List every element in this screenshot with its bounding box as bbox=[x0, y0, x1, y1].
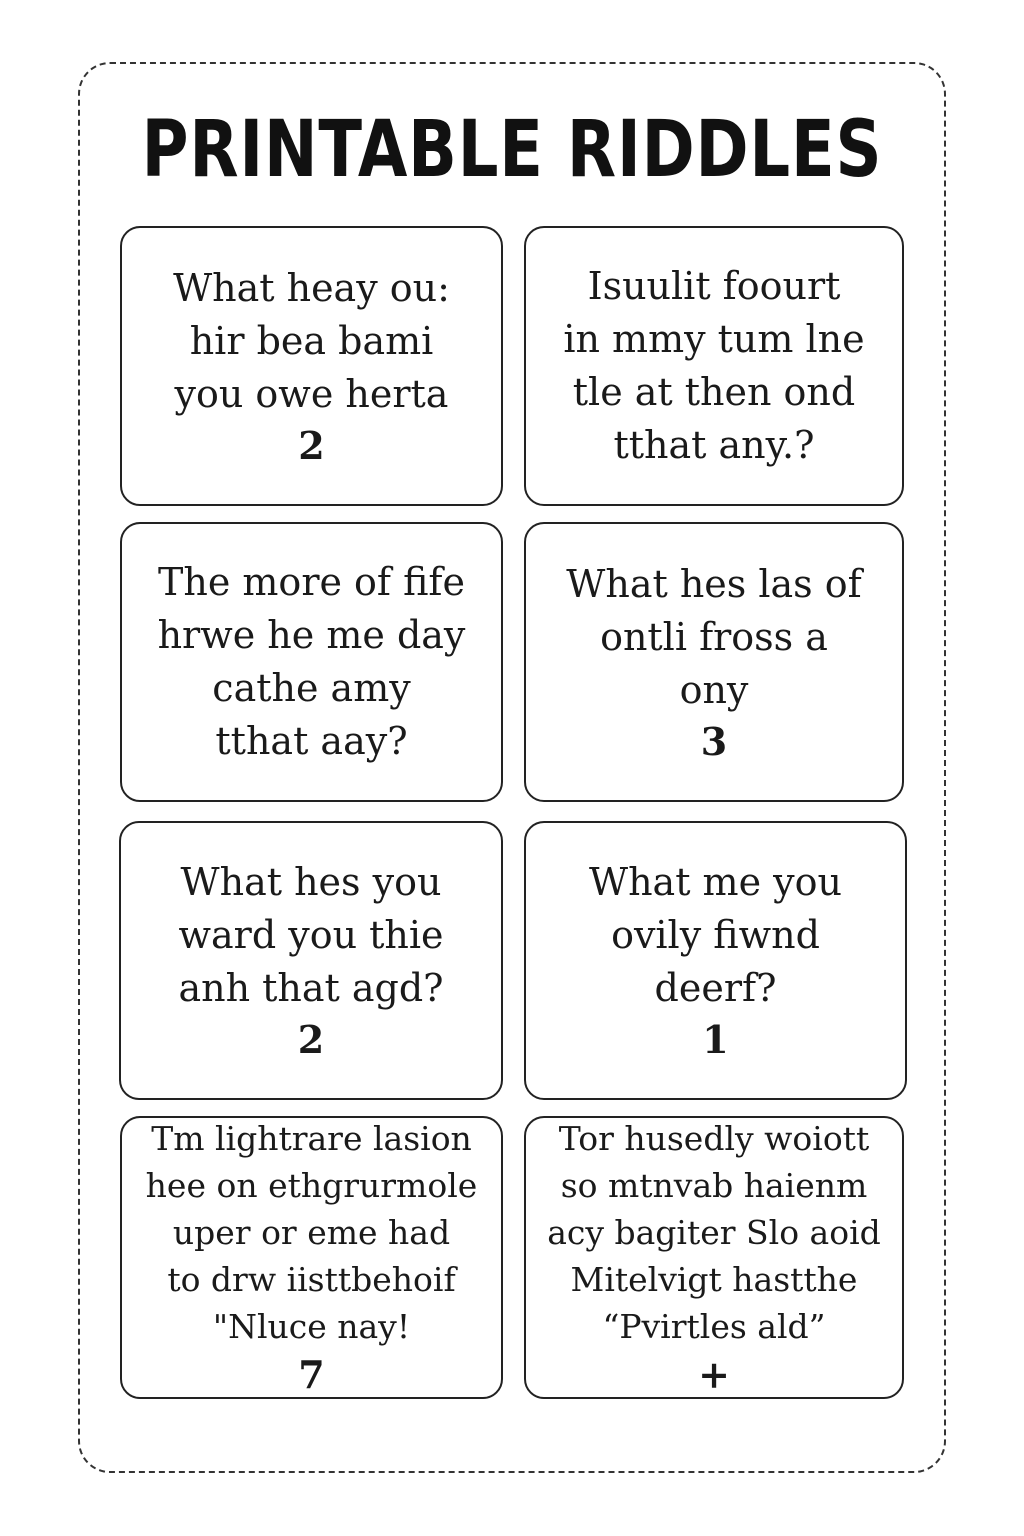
riddle-line: hee on ethgrurmole bbox=[145, 1166, 478, 1205]
riddle-line: in mmy tum lne bbox=[563, 317, 865, 361]
riddle-line: ward you thie bbox=[178, 913, 444, 957]
riddle-number: + bbox=[698, 1352, 730, 1397]
riddle-line: anh that agd? bbox=[178, 966, 444, 1010]
riddle-line: uper or eme had bbox=[172, 1213, 451, 1252]
riddle-line: acy bagiter Slo aoid bbox=[547, 1213, 881, 1252]
riddle-line: you owe herta bbox=[174, 371, 449, 416]
riddle-line: so mtnvab haienm bbox=[560, 1166, 868, 1205]
riddle-line: "Nluce nay! bbox=[212, 1307, 411, 1346]
riddle-line: The more of fife bbox=[158, 560, 465, 604]
riddle-line: What hes you bbox=[180, 860, 442, 904]
page-title: PRINTABLE RIDDLES bbox=[141, 105, 883, 195]
riddle-line: ontli fross a bbox=[600, 614, 828, 659]
riddle-line: tthat aay? bbox=[215, 719, 408, 763]
riddle-line: deerf? bbox=[654, 966, 777, 1010]
riddle-card bbox=[524, 1116, 904, 1399]
riddle-line: tle at then ond bbox=[572, 370, 856, 414]
riddle-line: What hes las of bbox=[566, 561, 862, 606]
riddle-number: 3 bbox=[700, 718, 728, 764]
riddle-line: ovily fiwnd bbox=[611, 913, 820, 957]
riddle-line: ony bbox=[679, 667, 749, 712]
riddle-number: 2 bbox=[298, 422, 325, 468]
riddle-line: cathe amy bbox=[212, 666, 411, 710]
riddle-card bbox=[120, 522, 503, 802]
riddle-card bbox=[120, 226, 503, 506]
riddle-number: 2 bbox=[297, 1017, 325, 1062]
riddle-line: to drw iisttbehoif bbox=[167, 1260, 456, 1299]
riddle-card bbox=[524, 522, 904, 802]
riddle-card bbox=[119, 821, 503, 1100]
riddle-line: tthat any.? bbox=[613, 423, 815, 467]
riddle-number: 1 bbox=[702, 1017, 729, 1062]
riddle-card bbox=[524, 821, 907, 1100]
riddle-line: Tor husedly woiott bbox=[558, 1119, 870, 1158]
riddle-card bbox=[120, 1116, 503, 1399]
riddle-line: Tm lightrare lasion bbox=[151, 1119, 472, 1158]
riddle-line: hrwe he me day bbox=[157, 613, 466, 657]
riddle-card bbox=[524, 226, 904, 506]
riddle-line: “Pvirtles ald” bbox=[602, 1307, 826, 1346]
riddle-line: What heay ou: bbox=[173, 265, 450, 310]
riddle-line: Isuulit foourt bbox=[587, 264, 841, 308]
riddle-number: 7 bbox=[298, 1352, 325, 1397]
riddle-line: hir bea bami bbox=[189, 318, 434, 363]
riddle-line: Mitelvigt hastthe bbox=[570, 1260, 858, 1299]
riddle-line: What me you bbox=[589, 860, 842, 904]
